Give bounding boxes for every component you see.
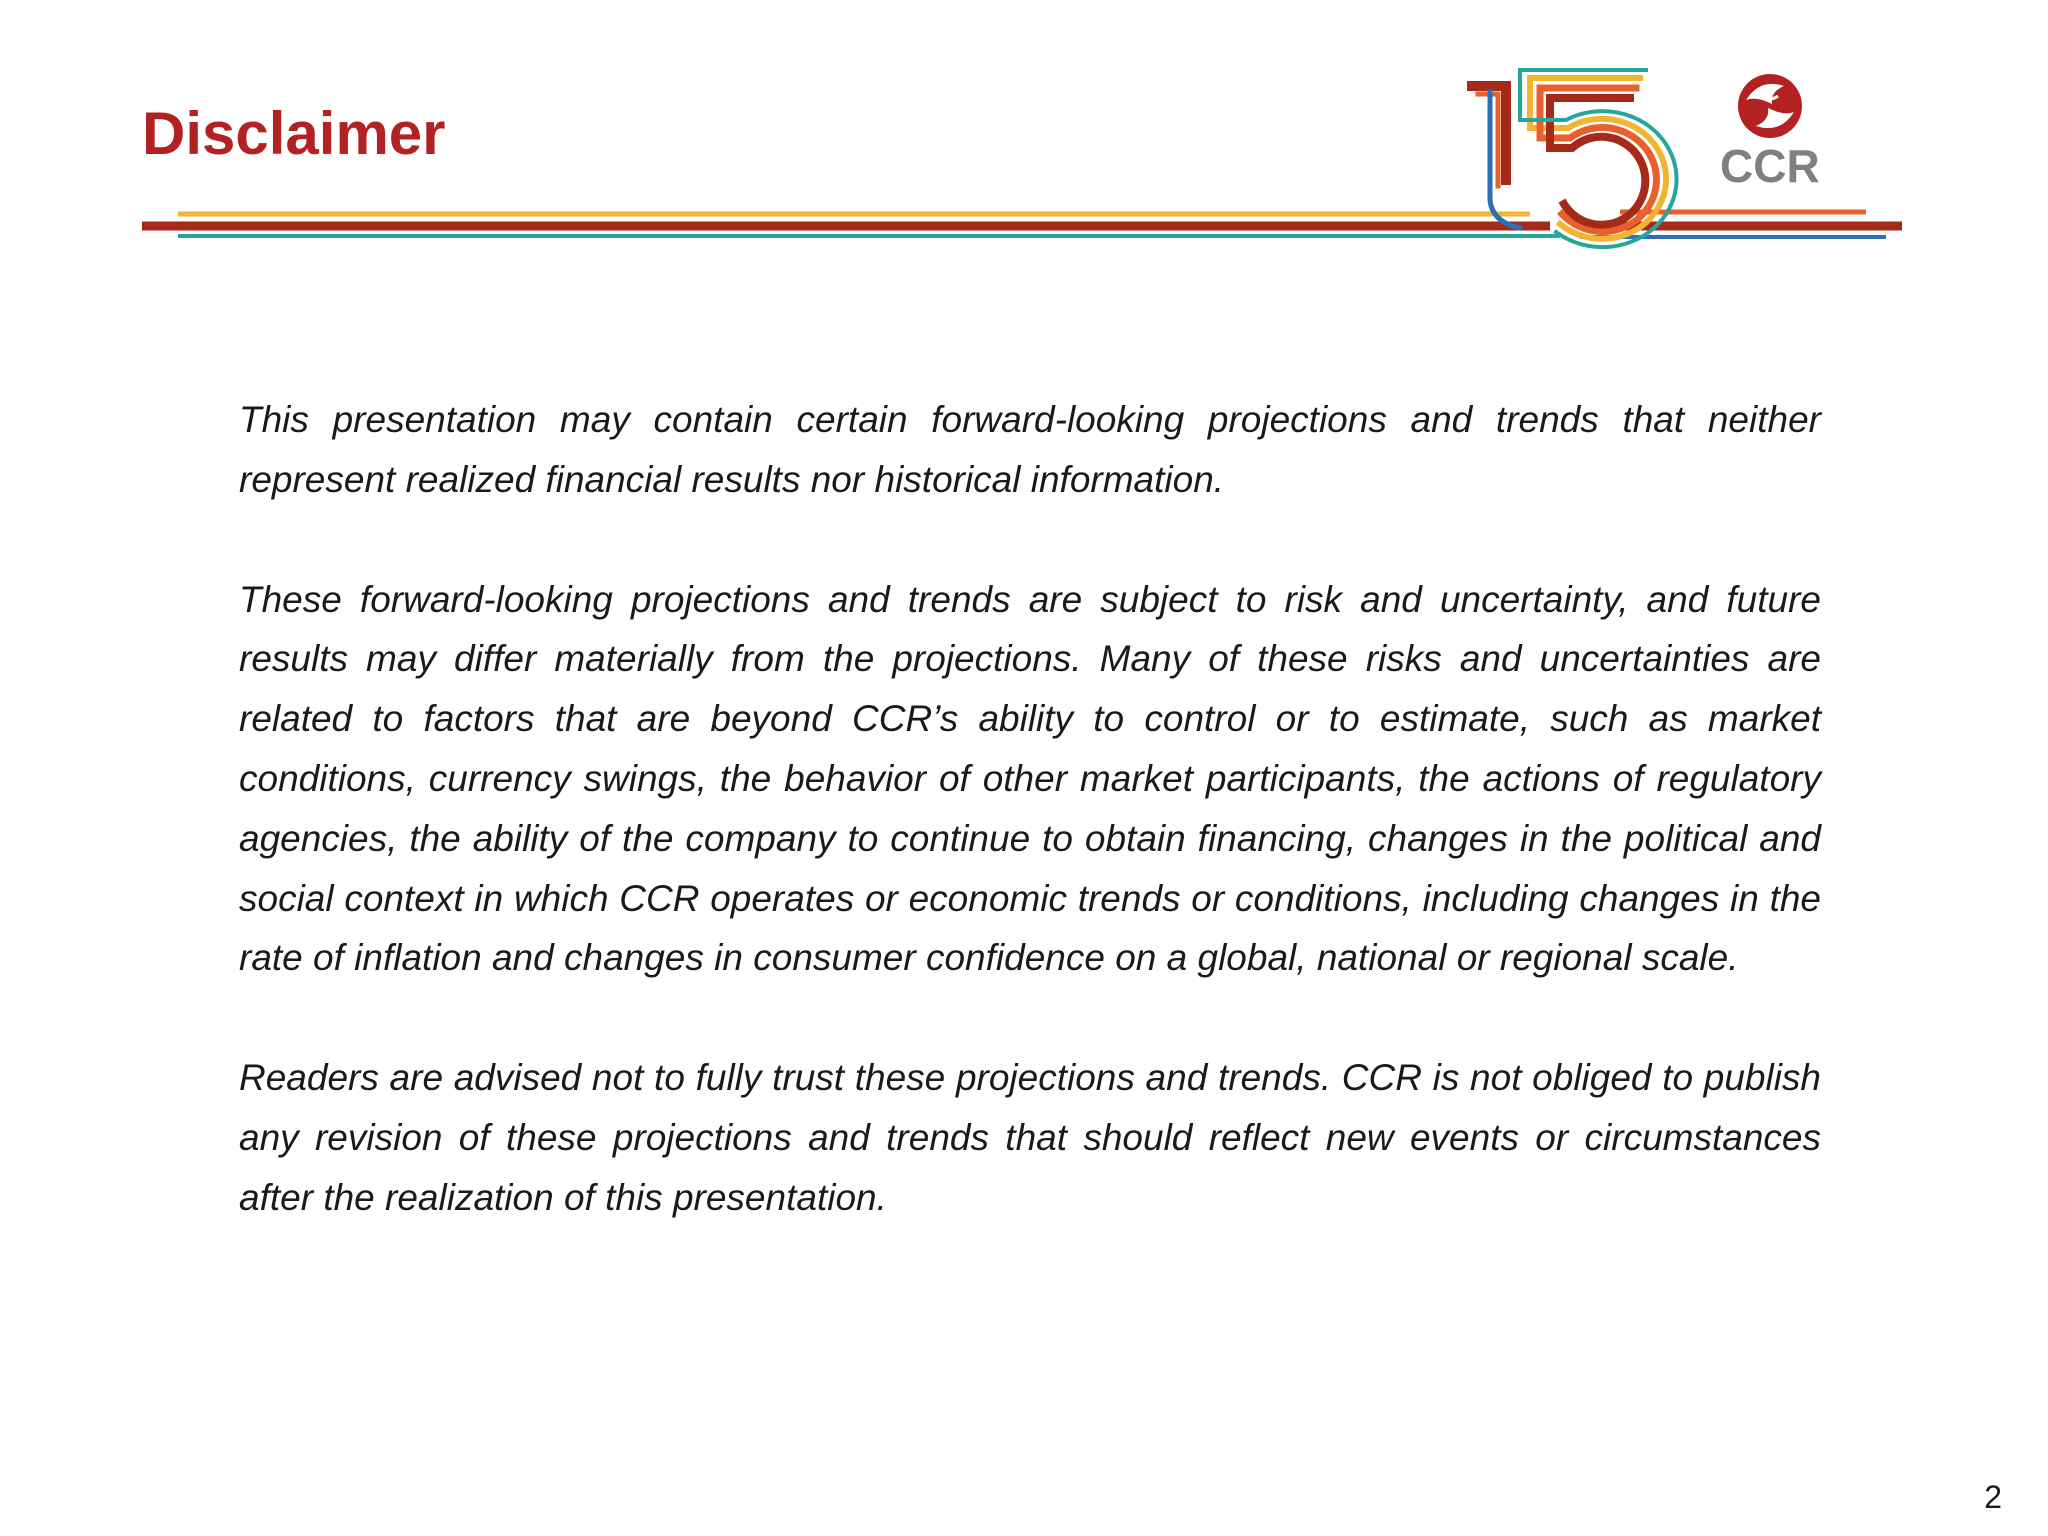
page-title: Disclaimer <box>142 100 446 167</box>
disclaimer-paragraph-1: This presentation may contain certain forward-looking projections and trends that neither represent realized financial results nor historical information. <box>239 399 1821 500</box>
disclaimer-paragraph-2: These forward-looking projections and trends are subject to risk and uncertainty, and future results may differ materially from the projections. Many of these risks and uncertainties are related to factors that are beyond CCR’s ability to control or to estimate, such as market conditions, currency swings, the behavior of other market participants, the actions of regulatory agencies, the ability of the company to continue to obtain financing, changes in the political and social context in which CCR operates or economic trends or conditions, including changes in the rate of inflation and changes in consumer confidence on a global, national or regional scale. <box>239 578 1821 979</box>
ccr-swirl-icon <box>1738 74 1802 138</box>
fifteen-years-anniversary-icon <box>1472 70 1677 247</box>
header-decoration <box>0 0 2048 260</box>
disclaimer-paragraph-3: Readers are advised not to fully trust these projections and trends. CCR is not obliged to publish any revision of these projections and trends that should reflect new events or circumstances after the realization of this presentation. <box>239 1057 1821 1218</box>
disclaimer-body <box>239 390 1821 1288</box>
page-number: 2 <box>1984 1479 2002 1515</box>
ccr-logo-text: CCR <box>1720 140 1820 192</box>
